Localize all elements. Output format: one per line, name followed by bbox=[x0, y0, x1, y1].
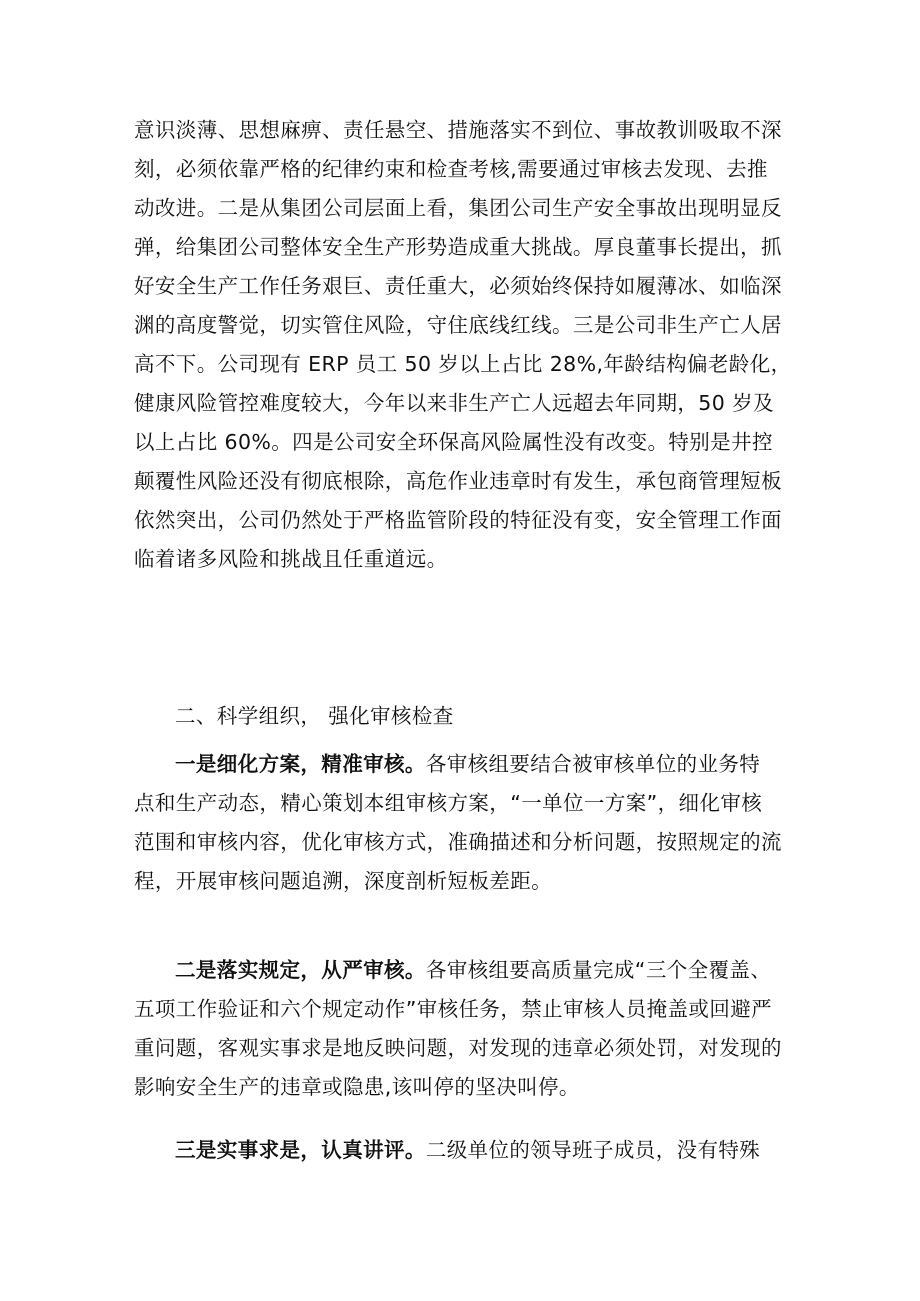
text-line: 程，开展审核问题追溯，深度剖析短板差距。 bbox=[134, 869, 552, 893]
item-2-first-line bbox=[134, 951, 794, 990]
text-line: 动改进。二是从集团公司层面上看，集团公司生产安全事故出现明显反 bbox=[134, 196, 782, 220]
text-line: 临着诸多风险和挑战且任重道远。 bbox=[134, 547, 448, 571]
text-line: 健康风险管控难度较大，今年以来非生产亡人远超去年同期，50 岁及 bbox=[134, 391, 774, 415]
text-line: 点和生产动态，精心策划本组审核方案，“一单位一方案”，细化审核 bbox=[134, 791, 763, 815]
text-line: 意识淡薄、思想麻痹、责任悬空、措施落实不到位、事故教训吸取不深 bbox=[134, 118, 782, 142]
text-line: 依然突出，公司仍然处于严格监管阶段的特征没有变，安全管理工作面 bbox=[134, 508, 782, 532]
text-line: 重问题，客观实事求是地反映问题，对发现的违章必须处罚，对发现的 bbox=[134, 1036, 782, 1060]
text-line: 渊的高度警觉，切实管住风险，守住底线红线。三是公司非生产亡人居 bbox=[134, 313, 782, 337]
text-line: 五项工作验证和六个规定动作”审核任务，禁止审核人员掩盖或回避严 bbox=[134, 997, 773, 1021]
item-1-first-line bbox=[134, 745, 794, 784]
text-line: 以上占比 60%。四是公司安全环保高风险属性没有改变。特别是井控 bbox=[134, 430, 773, 454]
item-1-paragraph bbox=[134, 745, 794, 901]
item-2-lead: 二是落实规定，从严审核。 bbox=[175, 958, 426, 982]
text-line: 范围和审核内容，优化审核方式，准确描述和分析问题，按照规定的流 bbox=[134, 830, 782, 854]
section-heading-block bbox=[134, 697, 794, 736]
item-3-paragraph bbox=[134, 1131, 794, 1170]
paragraph-continuation bbox=[134, 111, 794, 579]
item-3-lead: 三是实事求是，认真讲评。 bbox=[175, 1138, 426, 1162]
section-heading: 二、科学组织， 强化审核检查 bbox=[175, 704, 454, 728]
text-line: 影响安全生产的违章或隐患,该叫停的坚决叫停。 bbox=[134, 1075, 580, 1099]
text-line: 颠覆性风险还没有彻底根除，高危作业违章时有发生，承包商管理短板 bbox=[134, 469, 782, 493]
text-line: 好安全生产工作任务艰巨、责任重大，必须始终保持如履薄冰、如临深 bbox=[134, 274, 782, 298]
item-2-paragraph bbox=[134, 951, 794, 1107]
item-1-lead: 一是细化方案，精准审核。 bbox=[175, 752, 426, 776]
item-2-first-rest: 各审核组要高质量完成“三个全覆盖、 bbox=[425, 958, 772, 982]
item-3-first-rest: 二级单位的领导班子成员，没有特殊 bbox=[425, 1138, 761, 1162]
text-line: 刻，必须依靠严格的纪律约束和检查考核,需要通过审核去发现、去推 bbox=[134, 157, 768, 181]
item-1-first-rest: 各审核组要结合被审核单位的业务特 bbox=[425, 752, 761, 776]
item-3-first-line bbox=[134, 1131, 794, 1170]
text-line: 弹，给集团公司整体安全生产形势造成重大挑战。厚良董事长提出，抓 bbox=[134, 235, 782, 259]
text-line: 高不下。公司现有 ERP 员工 50 岁以上占比 28%,年龄结构偏老龄化， bbox=[134, 352, 792, 376]
